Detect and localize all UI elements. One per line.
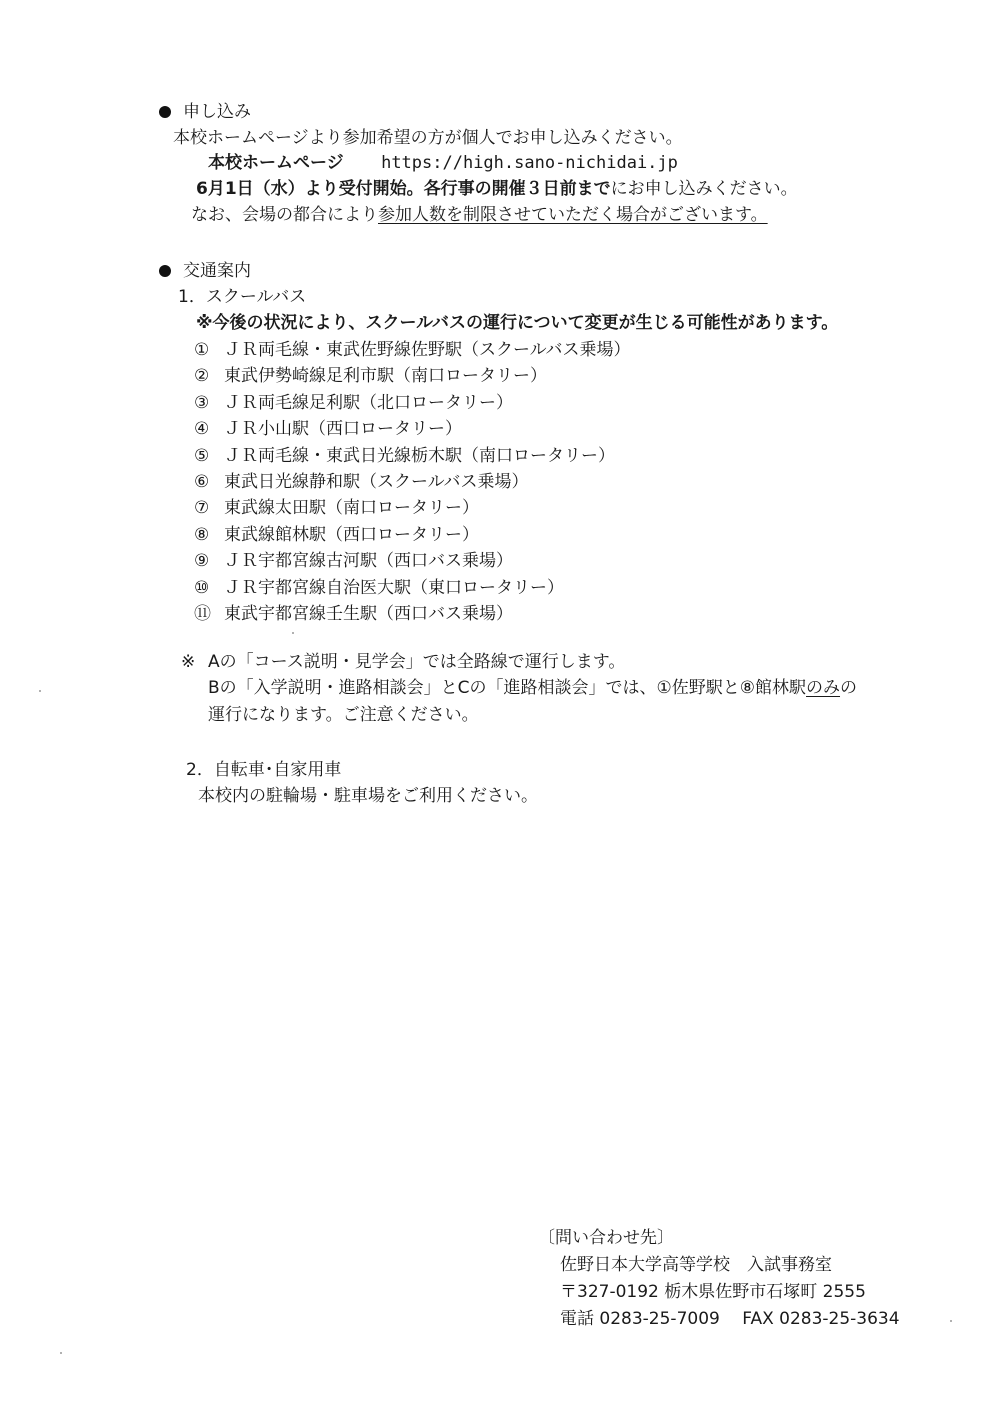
bus-stop-name: 東武線館林駅（西口ロータリー） xyxy=(224,525,479,545)
bus-stop-item xyxy=(194,604,513,624)
note-line3: 運行になります。ご注意ください。 xyxy=(208,705,479,725)
note-only: のみ xyxy=(806,678,841,698)
bus-stop-number: ⑩ xyxy=(194,578,210,598)
bus-stop-number: ⑥ xyxy=(194,472,210,492)
bus-stop-number: ⑤ xyxy=(194,446,210,466)
bus-stop-number: ② xyxy=(194,366,210,386)
bus-stop-name: ＪＲ宇都宮線古河駅（西口バス乗場） xyxy=(224,551,513,571)
bus-stop-name: ＪＲ小山駅（西口ロータリー） xyxy=(224,419,462,439)
bus-stop-name: 東武伊勢崎線足利市駅（南口ロータリー） xyxy=(224,366,547,386)
homepage-url: https://high.sano-nichidai.jp xyxy=(381,153,678,173)
reception-start: 6月1日（水）より受付開始。各行事の開催３日前まで xyxy=(196,179,611,199)
bus-stop-name: ＪＲ宇都宮線自治医大駅（東口ロータリー） xyxy=(224,578,564,598)
scan-speck xyxy=(950,1320,952,1322)
application-line1: 本校ホームページより参加希望の方が個人でお申し込みください。 xyxy=(173,128,683,148)
bus-stop-item xyxy=(194,525,479,545)
note-line2-prefix: Bの「入学説明・進路相談会」とCの「進路相談会」では、①佐野駅と⑧館林駅 xyxy=(208,678,807,698)
contact-address: 〒327-0192 栃木県佐野市石塚町 2555 xyxy=(560,1282,866,1302)
bus-stop-number: ⑦ xyxy=(194,498,210,518)
bus-stop-number: ③ xyxy=(194,393,210,413)
bus-stop-name: 東武日光線静和駅（スクールバス乗場） xyxy=(224,472,529,492)
capacity-limit-note: 参加人数を制限させていただく場合がございます。 xyxy=(378,205,768,225)
scan-speck xyxy=(292,632,294,634)
bus-stop-name: ＪＲ両毛線足利駅（北口ロータリー） xyxy=(224,393,513,413)
bus-stop-item xyxy=(194,419,462,439)
bus-stop-item xyxy=(194,446,615,466)
bus-stop-item xyxy=(194,472,528,492)
bicycle-car-title: 2．自転車･自家用車 xyxy=(186,760,342,780)
bus-stop-number: ④ xyxy=(194,419,210,439)
contact-school: 佐野日本大学高等学校 入試事務室 xyxy=(560,1255,832,1275)
bullet-icon xyxy=(159,106,171,118)
contact-label: 〔問い合わせ先〕 xyxy=(538,1228,674,1248)
note-mark: ※ xyxy=(181,652,196,672)
bus-stop-number: ⑧ xyxy=(194,525,210,545)
bus-stop-name: 東武線太田駅（南口ロータリー） xyxy=(224,498,479,518)
reception-rest: にお申し込みください。 xyxy=(610,179,798,199)
school-bus-warning: ※今後の状況により、スクールバスの運行について変更が生じる可能性があります。 xyxy=(196,313,839,333)
bus-stop-name: 東武宇都宮線壬生駅（西口バス乗場） xyxy=(224,604,513,624)
contact-phone: 電話 0283-25-7009 FAX 0283-25-3634 xyxy=(560,1309,900,1329)
bus-stop-item xyxy=(194,498,479,518)
scan-speck xyxy=(60,1352,62,1354)
application-line3 xyxy=(196,179,798,199)
bus-stop-item xyxy=(194,551,513,571)
homepage-row xyxy=(208,153,678,173)
capacity-prefix: なお、会場の都合により xyxy=(191,205,378,225)
scan-speck xyxy=(39,690,41,692)
note-line2-suffix: の xyxy=(840,678,858,698)
bus-stop-item xyxy=(194,340,630,360)
bus-stop-item xyxy=(194,393,513,413)
bus-stop-name: ＪＲ両毛線・東武日光線栃木駅（南口ロータリー） xyxy=(224,446,615,466)
bus-stop-number: ⑨ xyxy=(194,551,210,571)
bullet-icon xyxy=(159,265,171,277)
note-line1: Aの「コース説明・見学会」では全路線で運行します。 xyxy=(208,652,626,672)
bus-stop-item xyxy=(194,366,547,386)
bus-stop-name: ＪＲ両毛線・東武佐野線佐野駅（スクールバス乗場） xyxy=(224,340,631,360)
transport-heading: 交通案内 xyxy=(183,261,251,281)
bus-stop-number: ① xyxy=(194,340,210,360)
bicycle-car-text: 本校内の駐輪場・駐車場をご利用ください。 xyxy=(198,786,538,806)
school-bus-title: 1．スクールバス xyxy=(178,287,307,307)
note-line2 xyxy=(208,678,857,698)
application-heading: 申し込み xyxy=(183,102,251,122)
application-line4 xyxy=(191,205,768,225)
homepage-label: 本校ホームページ xyxy=(208,153,344,173)
bus-stop-number: ⑪ xyxy=(194,604,211,624)
bus-stop-item xyxy=(194,578,564,598)
